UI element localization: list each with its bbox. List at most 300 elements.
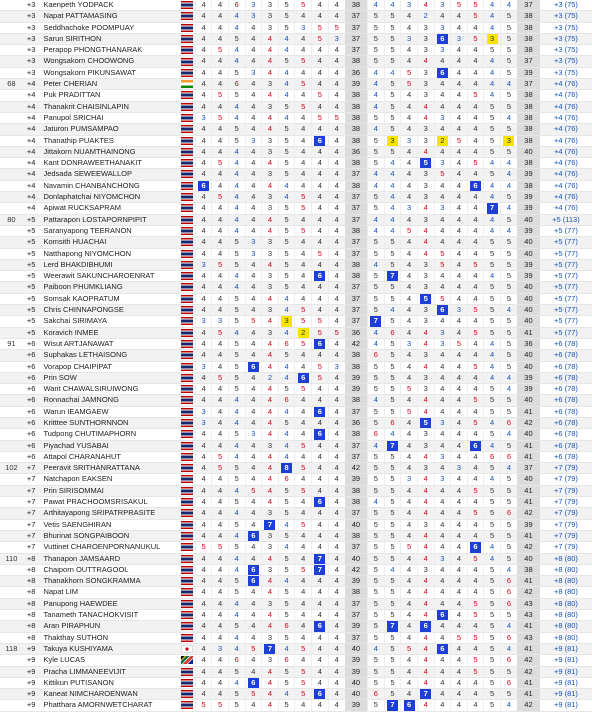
player-name-link[interactable]: Puk PRADITTAN	[39, 90, 178, 101]
hole-score	[500, 11, 517, 22]
hole-score-value: 5	[473, 90, 478, 100]
hole-score-value: 4	[201, 101, 206, 111]
hole-score	[262, 406, 279, 417]
hole-score-value: 4	[334, 124, 339, 134]
hole-score	[417, 293, 434, 304]
hole-score	[295, 22, 312, 33]
position-cell	[0, 655, 23, 666]
round-total-to-par: +3 (75)	[540, 22, 592, 33]
player-name-link[interactable]: Bhurinat SONGPAIBOON	[39, 530, 178, 541]
front-nine-total: 36	[345, 67, 368, 78]
hole-score-value: 4	[201, 508, 206, 518]
hole-score-value: 3	[267, 282, 273, 292]
player-name-link[interactable]: Kritttee SUNTHORNNON	[39, 417, 178, 428]
hole-score-value: 4	[473, 316, 478, 326]
position-cell	[0, 203, 23, 214]
hole-score	[384, 485, 401, 496]
hole-score-value: 4	[251, 372, 256, 382]
player-name-link[interactable]: Arthitayapong SRIPATRPRASITE	[39, 508, 178, 519]
hole-score-value: 4	[267, 395, 273, 405]
hole-score-value: 5	[284, 248, 289, 258]
hole-score-value: 4	[334, 158, 339, 168]
hole-score	[212, 666, 229, 677]
player-name-link[interactable]: Wongsakorn CHOOWONG	[39, 56, 178, 67]
hole-score-value: 4	[406, 587, 412, 597]
player-name-link[interactable]: Perapop PHONGTHANARAK	[39, 45, 178, 56]
player-name-link[interactable]: Attapol CHARANAHUT	[39, 451, 178, 462]
hole-score-value: 6	[373, 689, 378, 699]
hole-score	[312, 451, 329, 462]
hole-score-value: 4	[473, 282, 478, 292]
hole-score	[312, 666, 329, 677]
player-name-link[interactable]: Komsith HUACHAI	[39, 237, 178, 248]
hole-score-value: 4	[506, 384, 512, 394]
hole-score-value: 4	[251, 666, 256, 676]
hole-score-value: 4	[456, 67, 461, 77]
hole-score	[245, 361, 262, 372]
hole-score-value: 3	[423, 350, 428, 360]
hole-score-value: 4	[406, 485, 412, 495]
to-par-cell: +9	[23, 655, 40, 666]
hole-score	[467, 350, 484, 361]
hole-score	[467, 271, 484, 282]
player-name-link[interactable]: Kant DONRAWEETHANAKIT	[39, 158, 178, 169]
hole-score-value: 4	[406, 45, 412, 55]
player-name-link[interactable]: Jittakorn NUAMTHAINONG	[39, 146, 178, 157]
hole-score	[467, 79, 484, 90]
hole-score-value: 4	[251, 271, 256, 281]
hole-score-value: 4	[440, 384, 445, 394]
hole-score	[417, 45, 434, 56]
hole-score	[451, 666, 468, 677]
player-name-link[interactable]: Donlaphatchai NIYOMCHON	[39, 192, 178, 203]
hole-score	[195, 11, 212, 22]
round-total-to-par: +5 (77)	[540, 282, 592, 293]
hole-score	[368, 271, 385, 282]
player-name-link[interactable]: Prin SOW	[39, 372, 178, 383]
hole-score	[434, 282, 451, 293]
hole-score-value: 4	[390, 158, 395, 168]
player-name-link[interactable]: Kittikun PUTISANON	[39, 677, 178, 688]
hole-score-value: 3	[440, 451, 445, 461]
hole-score-value: 3	[301, 22, 306, 32]
player-name-link[interactable]: Pattarapon LOSTAPORNPIPIT	[39, 214, 178, 225]
hole-score-value: 4	[456, 192, 461, 202]
hole-score-value: 4	[317, 79, 322, 89]
player-name-link[interactable]: Kaneat NIMCHAROENWAN	[39, 689, 178, 700]
hole-score-value: 5	[284, 214, 289, 224]
hole-score-value: 5	[390, 497, 395, 507]
player-name-link[interactable]: Thanakrit CHAISINLAPIN	[39, 101, 178, 112]
hole-score-value: 5	[490, 677, 495, 687]
hole-score	[245, 700, 262, 711]
hole-score	[401, 553, 418, 564]
player-name-link[interactable]: Kaenpeth YODPACK	[39, 0, 178, 11]
player-name-link[interactable]: Tudpong CHUTIMAPHORN	[39, 429, 178, 440]
country-flag-cell	[179, 643, 196, 654]
player-name-link[interactable]: Apiwat RUCKSAPRAM	[39, 203, 178, 214]
hole-score-value: 3	[267, 22, 273, 32]
front-nine-total: 39	[345, 474, 368, 485]
hole-score	[228, 440, 245, 451]
player-name-link[interactable]: Takuya KUSHIYAMA	[39, 643, 178, 654]
hole-score-value: 4	[440, 101, 445, 111]
hole-score-value: 4	[506, 0, 512, 9]
hole-score-value: 6	[314, 689, 325, 699]
hole-score	[384, 192, 401, 203]
country-flag-cell	[179, 259, 196, 270]
player-name-link[interactable]: Jaturon PUMSAMPAO	[39, 124, 178, 135]
hole-score-value: 4	[218, 598, 223, 608]
th-flag-icon	[181, 611, 193, 619]
hole-score-value: 4	[251, 610, 256, 620]
player-name-link[interactable]: Seddhachoke POOMPUAY	[39, 22, 178, 33]
player-name-link[interactable]: Kyle LUCAS	[39, 655, 178, 666]
player-name-link[interactable]: Tanameth TANACHOKVISIT	[39, 610, 178, 621]
hole-score-value: 5	[506, 293, 512, 303]
th-flag-icon	[181, 588, 193, 596]
hole-score-value: 3	[201, 316, 206, 326]
hole-score	[500, 440, 517, 451]
player-name-link[interactable]: Peeravit SRITHANRATTANA	[39, 463, 178, 474]
player-name-link[interactable]: Natchapon EAKSEN	[39, 474, 178, 485]
hole-score	[245, 689, 262, 700]
hole-score-value: 4	[490, 192, 495, 202]
player-name-link[interactable]: Navamin CHANBANCHONG	[39, 180, 178, 191]
hole-score-value: 5	[301, 192, 306, 202]
hole-score	[212, 463, 229, 474]
player-name-link[interactable]: Napat LIM	[39, 587, 178, 598]
round-total-to-par: +6 (78)	[540, 372, 592, 383]
hole-score-value: 5	[234, 293, 239, 303]
hole-score-value: 5	[284, 225, 289, 235]
hole-score	[295, 417, 312, 428]
hole-score	[312, 67, 329, 78]
player-name-link[interactable]: Somsak KAOPRATUM	[39, 293, 178, 304]
hole-score-value: 4	[390, 225, 395, 235]
to-par-cell: +4	[23, 158, 40, 169]
hole-score	[434, 293, 451, 304]
hole-score	[500, 282, 517, 293]
hole-score-value: 5	[284, 0, 289, 9]
hole-score-value: 4	[301, 497, 306, 507]
hole-score-value: 4	[334, 225, 339, 235]
hole-score	[195, 689, 212, 700]
front-nine-total: 38	[345, 259, 368, 270]
hole-score-value: 4	[473, 237, 478, 247]
hole-score-value: 4	[456, 576, 461, 586]
hole-score	[368, 203, 385, 214]
country-flag-cell	[179, 112, 196, 123]
hole-score-value: 5	[490, 406, 495, 416]
th-flag-icon	[181, 634, 193, 642]
hole-score	[245, 677, 262, 688]
th-flag-icon	[181, 555, 193, 563]
hole-score	[500, 79, 517, 90]
hole-score	[195, 598, 212, 609]
player-name-link[interactable]: Sakchai SIRIMAYA	[39, 316, 178, 327]
hole-score	[451, 497, 468, 508]
hole-score-value: 4	[456, 677, 461, 687]
player-name-link[interactable]: Wisut ARTJANAWAT	[39, 338, 178, 349]
position-cell	[0, 350, 23, 361]
hole-score-value: 3	[423, 79, 428, 89]
player-name-link[interactable]: Piyachad YUSABAI	[39, 440, 178, 451]
hole-score	[384, 542, 401, 553]
hole-score-value: 5	[490, 237, 495, 247]
player-name-link[interactable]: Chris CHINNAPONGSE	[39, 305, 178, 316]
player-name-link[interactable]: Thanathip PUAKTES	[39, 135, 178, 146]
hole-score-value: 4	[267, 700, 273, 710]
player-name-link[interactable]: Prin SIRISOMMAI	[39, 485, 178, 496]
hole-score	[228, 474, 245, 485]
hole-score-value: 5	[301, 225, 306, 235]
hole-score	[245, 576, 262, 587]
hole-score	[278, 67, 295, 78]
hole-score-value: 4	[373, 0, 378, 9]
hole-score-value: 4	[423, 655, 428, 665]
hole-score	[451, 406, 468, 417]
player-row	[0, 192, 592, 203]
player-name-link[interactable]: Peter CHERIAN	[39, 79, 178, 90]
hole-score	[295, 101, 312, 112]
hole-score	[262, 666, 279, 677]
hole-score-value: 7	[387, 441, 398, 451]
hole-score	[451, 700, 468, 711]
hole-score	[417, 338, 434, 349]
hole-score-value: 5	[284, 610, 289, 620]
hole-score-value: 4	[490, 11, 495, 21]
hole-score	[278, 112, 295, 123]
hole-score	[484, 305, 501, 316]
hole-score-value: 4	[440, 542, 445, 552]
hole-score-value: 3	[267, 271, 273, 281]
hole-score-value: 4	[284, 180, 289, 190]
hole-score	[212, 564, 229, 575]
hole-score	[278, 0, 295, 11]
hole-score-value: 4	[440, 11, 445, 21]
hole-score-value: 4	[406, 146, 412, 156]
hole-score-value: 4	[423, 146, 428, 156]
player-name-link[interactable]: Vetis SAENGHIRAN	[39, 519, 178, 530]
hole-score	[500, 384, 517, 395]
hole-score	[228, 598, 245, 609]
hole-score	[245, 45, 262, 56]
player-name-link[interactable]: Lerd BHAKDIBHUMI	[39, 259, 178, 270]
player-name-link[interactable]: Koravich INMEE	[39, 327, 178, 338]
hole-score-value: 4	[373, 643, 378, 653]
hole-score-value: 5	[373, 632, 378, 642]
player-name-link[interactable]: Panupol SRICHAI	[39, 112, 178, 123]
hole-score-value: 2	[267, 372, 273, 382]
hole-score-value: 5	[490, 135, 495, 145]
country-flag-cell	[179, 384, 196, 395]
hole-score	[312, 598, 329, 609]
hole-score-value: 5	[284, 497, 289, 507]
player-name-link[interactable]: Aran PIRAPHUN	[39, 621, 178, 632]
hole-score	[312, 576, 329, 587]
hole-score-value: 5	[373, 576, 378, 586]
hole-score	[467, 0, 484, 11]
hole-score-value: 5	[373, 135, 378, 145]
hole-score	[228, 451, 245, 462]
player-name-link[interactable]: Panupong HAEWDEE	[39, 598, 178, 609]
hole-score-value: 4	[234, 610, 239, 620]
to-par-cell: +8	[23, 632, 40, 643]
th-flag-icon	[181, 103, 193, 111]
hole-score	[212, 293, 229, 304]
hole-score	[312, 192, 329, 203]
player-name-link[interactable]: Wongsakorn PIKUNSAWAT	[39, 67, 178, 78]
hole-score-value: 4	[317, 395, 322, 405]
round-total-to-par: +6 (78)	[540, 384, 592, 395]
hole-score	[384, 293, 401, 304]
hole-score	[384, 214, 401, 225]
hole-score-value: 5	[373, 485, 378, 495]
hole-score-value: 7	[314, 554, 325, 564]
hole-score	[434, 350, 451, 361]
hole-score	[278, 700, 295, 711]
hole-score-value: 4	[406, 451, 412, 461]
hole-score	[384, 666, 401, 677]
player-name-link[interactable]: Thanakhorn SONGKRAMMA	[39, 576, 178, 587]
hole-score	[295, 305, 312, 316]
hole-score	[312, 700, 329, 711]
hole-score	[312, 293, 329, 304]
hole-score-value: 4	[456, 56, 461, 66]
hole-score-value: 2	[423, 11, 428, 21]
hole-score-value: 4	[267, 338, 273, 348]
player-name-link[interactable]: Pracha LIMMANEEVIJIT	[39, 666, 178, 677]
hole-score	[384, 610, 401, 621]
round-total-to-par: +8 (80)	[540, 576, 592, 587]
position-cell	[0, 112, 23, 123]
hole-score-value: 5	[373, 56, 378, 66]
hole-score	[500, 327, 517, 338]
hole-score	[368, 508, 385, 519]
player-name-link[interactable]: Warit CHAWALSIRUIWONG	[39, 384, 178, 395]
player-name-link[interactable]: Ronnachai JAMNONG	[39, 395, 178, 406]
hole-score-value: 4	[218, 146, 223, 156]
front-nine-total: 39	[345, 576, 368, 587]
hole-score-value: 4	[440, 361, 445, 371]
back-nine-total: 36	[517, 338, 540, 349]
hole-score-value: 4	[201, 203, 206, 213]
player-name-link[interactable]: Chaiporn OUTTRAGOOL	[39, 564, 178, 575]
round-total-to-par: +3 (75)	[540, 67, 592, 78]
hole-score-value: 4	[251, 621, 256, 631]
hole-score-value: 5	[390, 677, 395, 687]
hole-score-value: 4	[456, 474, 461, 484]
front-nine-total: 40	[345, 519, 368, 530]
position-cell	[0, 610, 23, 621]
player-row	[0, 530, 592, 541]
in-flag-icon	[181, 80, 193, 88]
hole-score	[228, 497, 245, 508]
front-nine-total: 39	[345, 655, 368, 666]
to-par-cell: +4	[23, 180, 40, 191]
hole-score	[295, 429, 312, 440]
hole-score	[295, 700, 312, 711]
front-nine-total: 38	[345, 90, 368, 101]
hole-score	[262, 576, 279, 587]
hole-score-value: 5	[373, 451, 378, 461]
hole-score	[434, 146, 451, 157]
hole-score	[467, 474, 484, 485]
hole-score	[295, 271, 312, 282]
player-name-link[interactable]: Weerawit SAKUNCHAROENRAT	[39, 271, 178, 282]
hole-score-value: 4	[440, 485, 445, 495]
player-name-link[interactable]: Suphakas LETHAISONG	[39, 350, 178, 361]
hole-score	[295, 508, 312, 519]
hole-score	[484, 440, 501, 451]
player-row	[0, 689, 592, 700]
hole-score	[368, 621, 385, 632]
hole-score	[434, 553, 451, 564]
hole-score-value: 3	[201, 112, 206, 122]
hole-score-value: 3	[406, 474, 412, 484]
hole-score-value: 4	[267, 180, 273, 190]
hole-score-value: 4	[267, 553, 273, 563]
to-par-cell: +5	[23, 316, 40, 327]
hole-score	[368, 632, 385, 643]
hole-score-value: 5	[390, 101, 395, 111]
hole-score-value: 4	[456, 395, 461, 405]
back-nine-total: 40	[517, 361, 540, 372]
hole-score-value: 5	[373, 610, 378, 620]
hole-score	[451, 643, 468, 654]
hole-score	[312, 45, 329, 56]
hole-score	[484, 406, 501, 417]
hole-score-value: 4	[440, 587, 445, 597]
player-name-link[interactable]: Thanapon JAMSAARD	[39, 553, 178, 564]
hole-score-value: 5	[406, 67, 412, 77]
player-name-link[interactable]: Paiboon PHUMKLIANG	[39, 282, 178, 293]
hole-score-value: 4	[473, 146, 478, 156]
player-name-link[interactable]: Pawat PRACHOOMSRISAKUL	[39, 497, 178, 508]
player-name-link[interactable]: Natthapong NIYOMCHON	[39, 248, 178, 259]
hole-score	[228, 564, 245, 575]
player-name-link[interactable]: Jedsada SEWEEWALLOP	[39, 169, 178, 180]
hole-score	[467, 655, 484, 666]
player-name-link[interactable]: Warun IEAMGAEW	[39, 406, 178, 417]
hole-score-value: 5	[218, 327, 223, 337]
back-nine-total: 41	[517, 406, 540, 417]
player-name-link[interactable]: Vuttinet CHAROENPORNANUKUL	[39, 542, 178, 553]
hole-score	[368, 361, 385, 372]
hole-score-value: 5	[390, 508, 395, 518]
hole-score	[262, 689, 279, 700]
country-flag-cell	[179, 338, 196, 349]
hole-score-value: 4	[456, 350, 461, 360]
hole-score-value: 4	[423, 474, 428, 484]
hole-score	[262, 655, 279, 666]
hole-score-value: 4	[317, 225, 322, 235]
player-name-link[interactable]: Phatthara AMORNWETCHARAT	[39, 700, 178, 711]
hole-score-value: 5	[251, 689, 256, 699]
hole-score	[368, 79, 385, 90]
hole-score	[262, 45, 279, 56]
player-name-link[interactable]: Sarun SIRITHON	[39, 33, 178, 44]
hole-score	[368, 700, 385, 711]
player-name-link[interactable]: Napat PATTAMASING	[39, 11, 178, 22]
hole-score	[368, 576, 385, 587]
hole-score	[384, 271, 401, 282]
player-name-link[interactable]: Saranyapong TEERANON	[39, 225, 178, 236]
player-name-link[interactable]: Vorapop CHAIPIPAT	[39, 361, 178, 372]
player-name-link[interactable]: Thakthay SUTHON	[39, 632, 178, 643]
hole-score	[262, 587, 279, 598]
